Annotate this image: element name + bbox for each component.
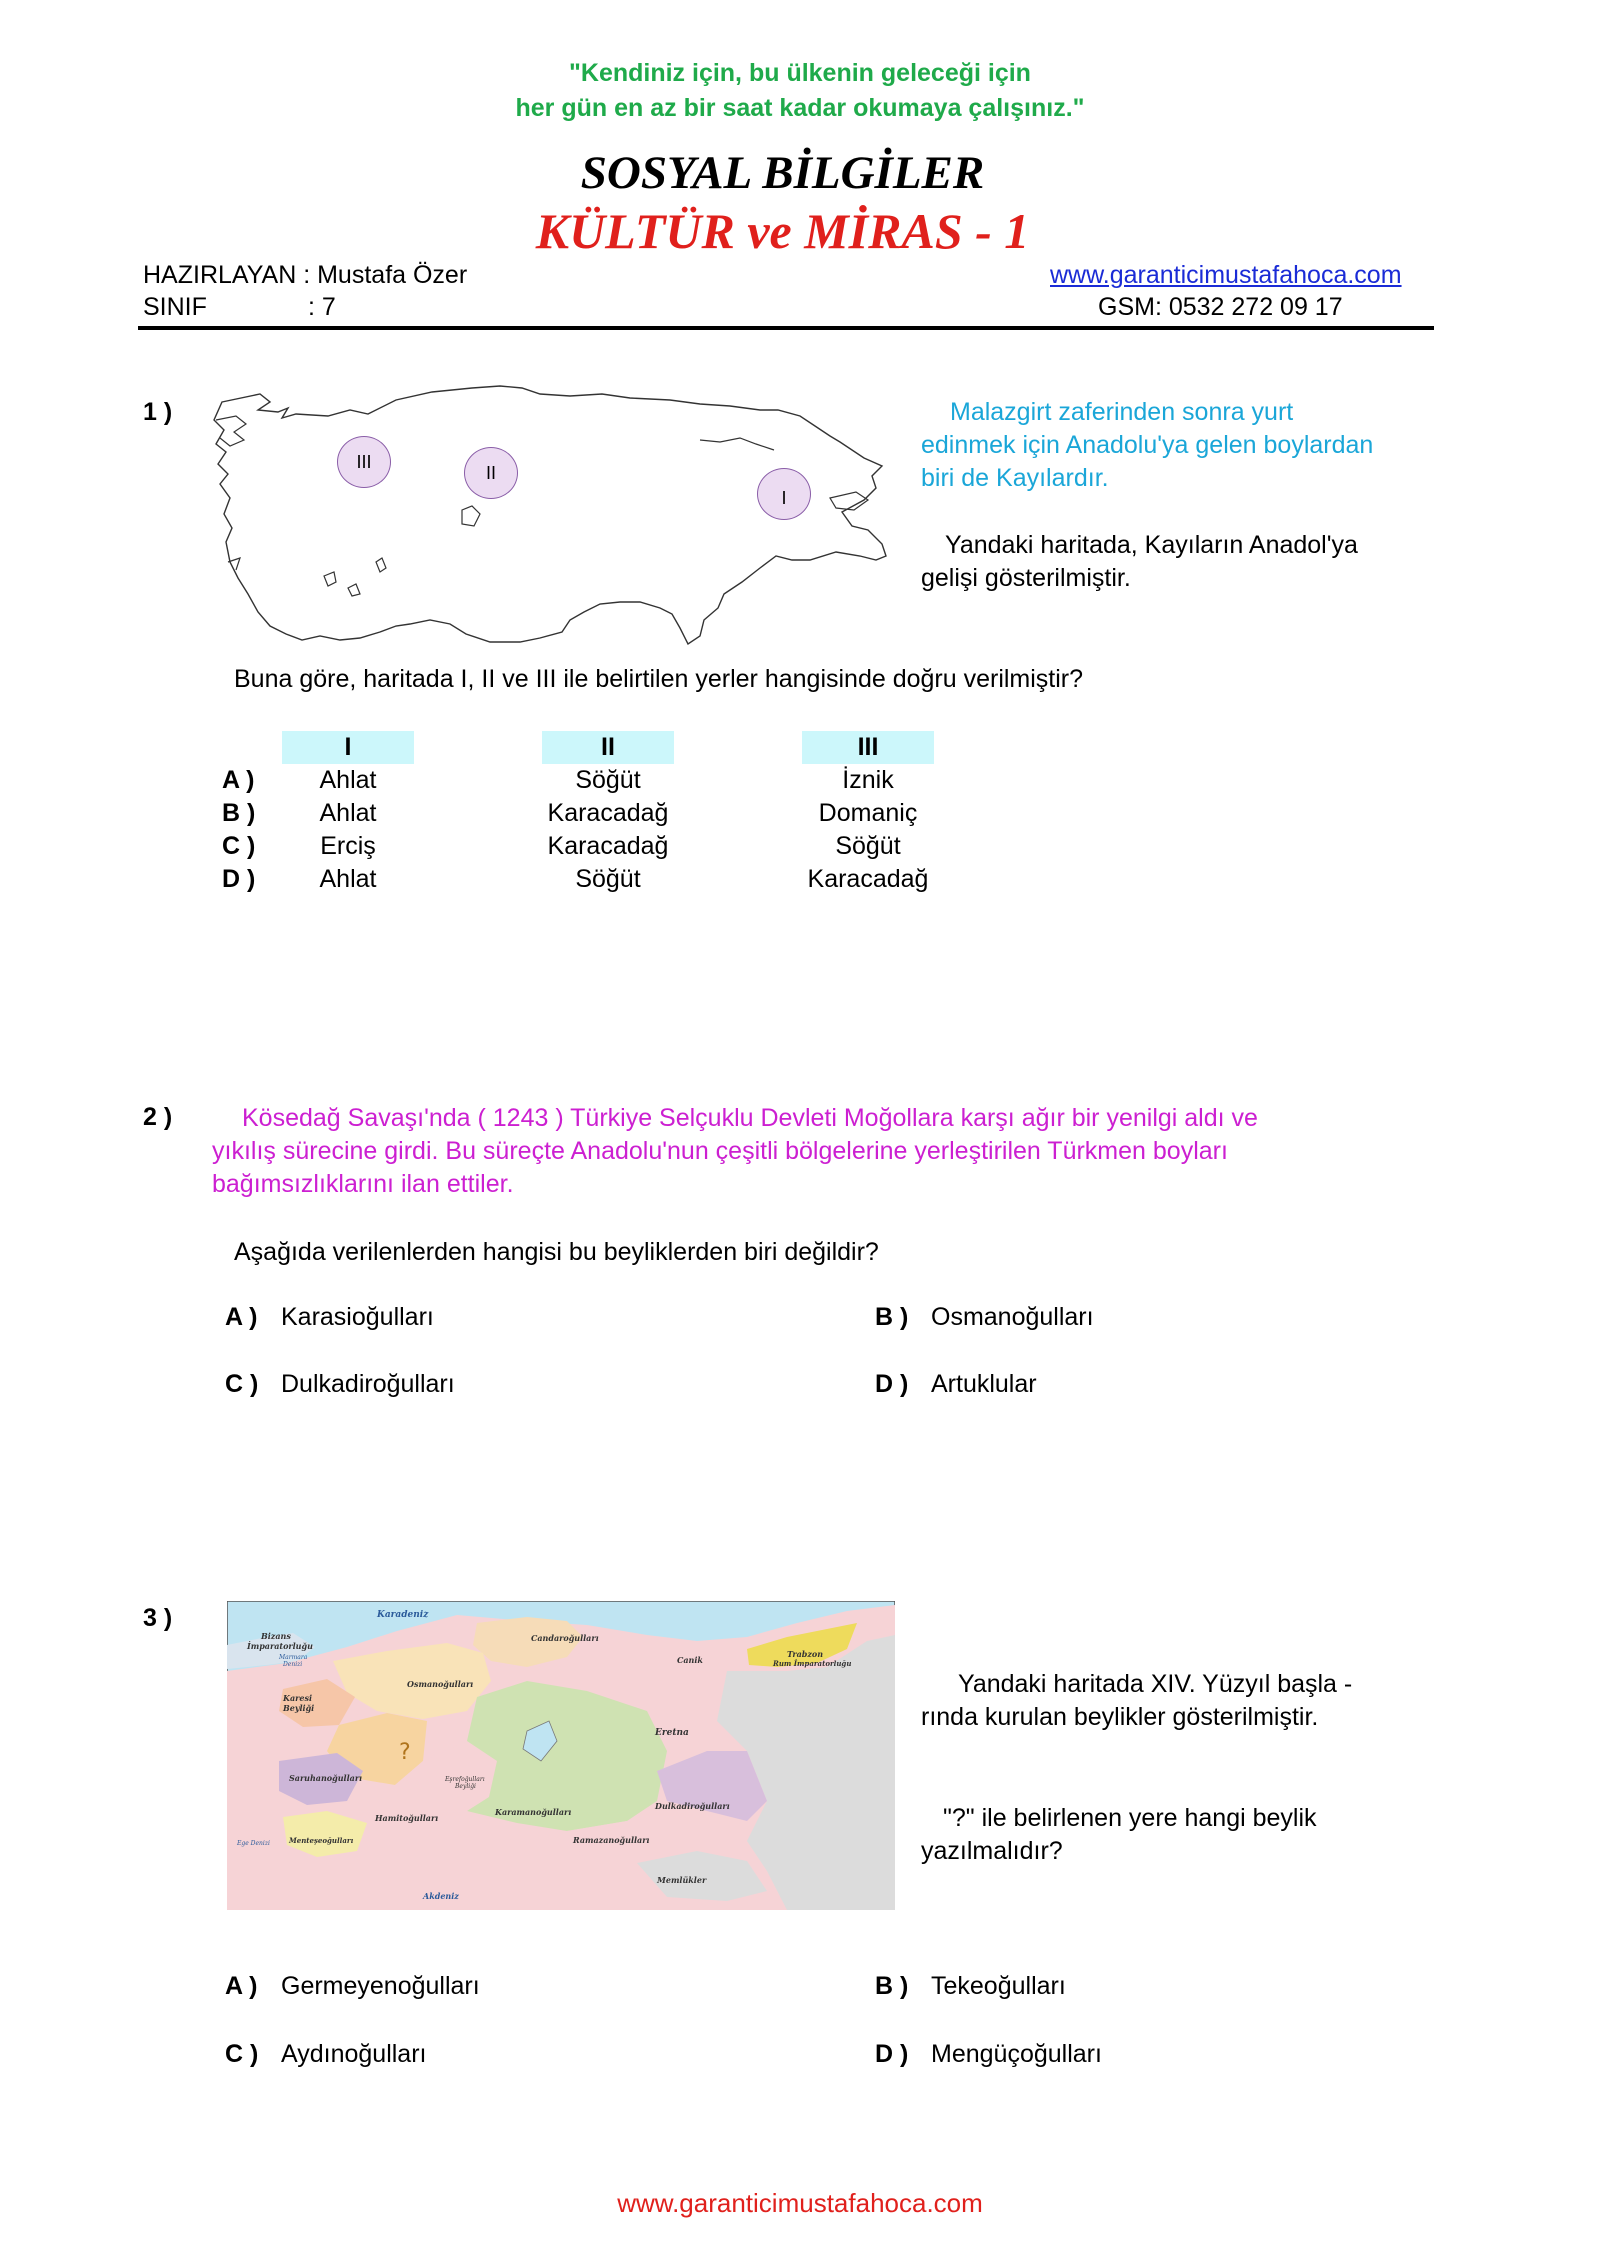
q3-option-d[interactable]	[875, 2040, 1102, 2069]
option-label: A )	[225, 1303, 258, 1331]
q1-map-note-line-2: gelişi gösterilmiştir.	[921, 564, 1131, 592]
motto-line-2: her gün en az bir saat kadar okumaya çalışınız."	[515, 94, 1085, 122]
option-cell: Karacadağ	[547, 832, 669, 860]
option-text: Mengüçoğulları	[931, 2040, 1102, 2068]
option-cell: Erciş	[320, 832, 376, 860]
q1-option-c[interactable]	[222, 830, 934, 863]
column-II: II	[542, 731, 674, 764]
q2-text-line-1: Kösedağ Savaşı'nda ( 1243 ) Türkiye Selçuklu Devleti Moğollara karşı ağır bir yenilgi aldı ve	[242, 1104, 1258, 1132]
q3-note-line-1: Yandaki haritada XIV. Yüzyıl başla -	[958, 1670, 1353, 1698]
option-label: D )	[875, 1370, 909, 1398]
q2-option-b[interactable]	[875, 1303, 1094, 1332]
map-label-karaman: Karamanoğulları	[495, 1807, 572, 1817]
map-label-dulkadir: Dulkadiroğulları	[655, 1801, 730, 1811]
option-label: A )	[225, 1972, 258, 2000]
q3-option-b[interactable]	[875, 1972, 1066, 2001]
website-link[interactable]: www.garanticimustafahoca.com	[1050, 261, 1402, 289]
map-label-osman: Osmanoğulları	[407, 1679, 474, 1689]
q3-option-a[interactable]	[225, 1972, 480, 2001]
q2-option-d[interactable]	[875, 1370, 1037, 1399]
option-label: B )	[875, 1972, 909, 2000]
map-label-eretna: Eretna	[655, 1728, 689, 1738]
class-label: SINIF	[143, 293, 207, 321]
column-I: I	[282, 731, 414, 764]
q3-question-line-1: "?" ile belirlenen yere hangi beylik	[943, 1804, 1317, 1832]
q1-map-note-line-1: Yandaki haritada, Kayıların Anadol'ya	[945, 531, 1358, 559]
map-mystery-mark: ?	[399, 1740, 411, 1765]
option-cell: Karacadağ	[547, 799, 669, 827]
option-text: Karasioğulları	[281, 1303, 434, 1331]
q3-question-line-2: yazılmalıdır?	[921, 1837, 1063, 1865]
map-label-trabzon: Trabzon	[787, 1649, 824, 1659]
class-value: : 7	[308, 293, 336, 321]
map-label-ramazan: Ramazanoğulları	[573, 1835, 650, 1845]
map-mark-III: III	[337, 436, 391, 488]
option-label: C )	[225, 1370, 259, 1398]
q1-table-header	[222, 731, 934, 764]
option-label: D )	[222, 865, 256, 893]
footer-website[interactable]: www.garanticimustafahoca.com	[617, 2188, 983, 2218]
q2-text-line-2: yıkılış sürecine girdi. Bu süreçte Anadolu'nun çeşitli bölgelerine yerleştirilen Türkmen boyları	[212, 1137, 1228, 1165]
q2-option-a[interactable]	[225, 1303, 434, 1332]
q1-option-d[interactable]	[222, 863, 934, 896]
author-label: HAZIRLAYAN : Mustafa Özer	[143, 261, 468, 289]
map-label-memluk: Memlükler	[657, 1875, 707, 1885]
option-label: C )	[225, 2040, 259, 2068]
map-label-saruhan: Saruhanoğulları	[289, 1773, 363, 1783]
option-cell: Karacadağ	[807, 865, 929, 893]
q1-intro-line-2: edinmek için Anadolu'ya gelen boylardan	[921, 431, 1374, 459]
option-cell: Ahlat	[319, 865, 377, 893]
option-cell: Söğüt	[575, 865, 641, 893]
option-cell: Söğüt	[575, 766, 641, 794]
option-label: B )	[875, 1303, 909, 1331]
header-divider	[138, 326, 1434, 330]
option-label: D )	[875, 2040, 909, 2068]
option-text: Artuklular	[931, 1370, 1037, 1398]
map-label-marmara: Marmara	[279, 1654, 308, 1661]
map-mark-I: I	[757, 468, 811, 520]
map-label-ege: Ege Denizi	[237, 1840, 270, 1847]
option-text: Osmanoğulları	[931, 1303, 1094, 1331]
option-cell: Ahlat	[319, 766, 377, 794]
option-cell: Ahlat	[319, 799, 377, 827]
map-label-hamid: Hamitoğulları	[375, 1813, 439, 1823]
column-III: III	[802, 731, 934, 764]
q1-option-b[interactable]	[222, 797, 934, 830]
option-cell: Söğüt	[835, 832, 901, 860]
subject-title: SOSYAL BİLGİLER	[580, 147, 985, 199]
q2-question: Aşağıda verilenlerden hangisi bu beyliklerden biri değildir?	[234, 1238, 879, 1266]
option-text: Dulkadiroğulları	[281, 1370, 455, 1398]
topic-title: KÜLTÜR ve MİRAS - 1	[535, 203, 1030, 259]
option-cell: İznik	[842, 766, 894, 794]
question-3-number: 3 )	[143, 1604, 173, 1632]
map-label-candar: Candaroğulları	[531, 1633, 599, 1643]
map-label-mentese: Menteşeoğulları	[289, 1836, 354, 1845]
q1-intro-line-3: biri de Kayılardır.	[921, 464, 1109, 492]
question-2-number: 2 )	[143, 1103, 173, 1131]
map-label-bizans: Bizans	[261, 1631, 291, 1641]
q3-option-c[interactable]	[225, 2040, 426, 2069]
map-label-bizans-2: İmparatorluğu	[247, 1641, 313, 1651]
map-label-karadeniz: Karadeniz	[377, 1610, 429, 1620]
option-text: Germeyenoğulları	[281, 1972, 480, 2000]
option-label: C )	[222, 832, 256, 860]
map-label-esref-2: Beyliği	[455, 1783, 476, 1790]
option-label: B )	[222, 799, 256, 827]
map-label-akdeniz: Akdeniz	[423, 1891, 459, 1901]
q1-intro-line-1: Malazgirt zaferinden sonra yurt	[950, 398, 1294, 426]
phone-number: GSM: 0532 272 09 17	[1098, 293, 1343, 321]
motto-line-1: "Kendiniz için, bu ülkenin geleceği için	[569, 59, 1031, 87]
map-label-marmara-2: Denizi	[283, 1661, 303, 1668]
turkey-outline-map	[200, 380, 900, 660]
q1-option-a[interactable]	[222, 764, 934, 797]
q1-question: Buna göre, haritada I, II ve III ile belirtilen yerler hangisinde doğru verilmiştir?	[234, 665, 1084, 693]
beylikler-map	[227, 1601, 895, 1910]
map-label-trabzon-2: Rum İmparatorluğu	[773, 1659, 852, 1668]
map-label-karesi: Karesi	[283, 1693, 312, 1703]
option-label: A )	[222, 766, 255, 794]
q3-note-line-2: rında kurulan beylikler gösterilmiştir.	[921, 1703, 1319, 1731]
q2-text-line-3: bağımsızlıklarını ilan ettiler.	[212, 1170, 514, 1198]
question-1-number: 1 )	[143, 398, 173, 426]
q1-answer-table	[222, 731, 934, 896]
option-text: Aydınoğulları	[281, 2040, 427, 2068]
q2-option-c[interactable]	[225, 1370, 455, 1399]
map-label-esref: Eşrefoğulları	[445, 1776, 485, 1783]
map-label-karesi-2: Beyliği	[283, 1703, 315, 1713]
map-label-canik: Canik	[677, 1655, 703, 1665]
option-cell: Domaniç	[818, 799, 918, 827]
map-mark-II: II	[464, 447, 518, 499]
option-text: Tekeoğulları	[931, 1972, 1066, 2000]
